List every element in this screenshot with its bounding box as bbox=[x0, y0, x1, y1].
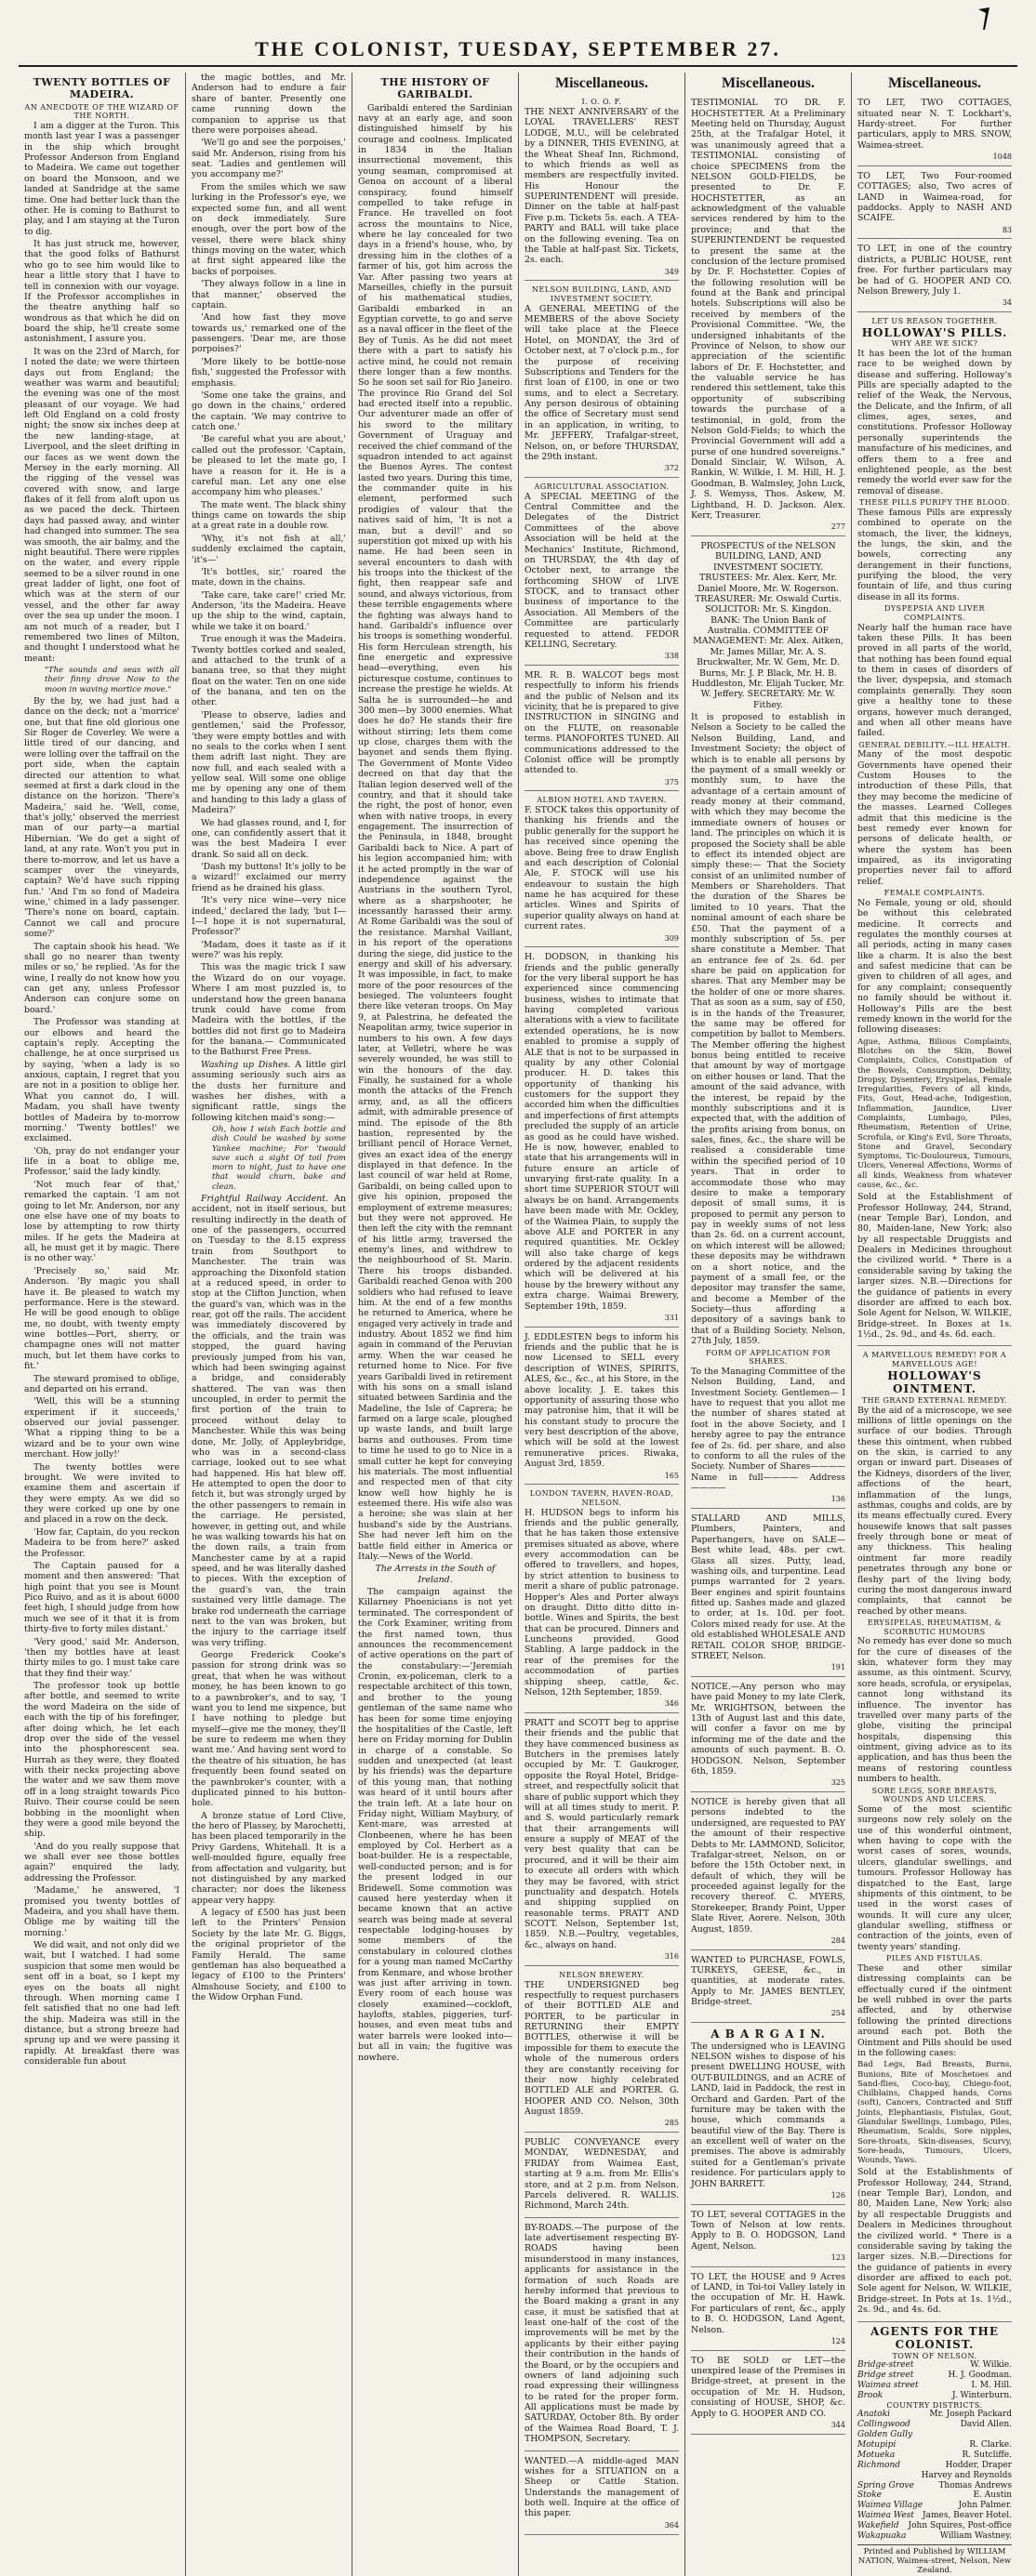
advert-text: It is proposed to establish in Nelson a Society to be called the Nelson Building, Land, and Investment Society; the object of which is to enable all persons by the payment of a small weekly or monthly sum, to have the advantage of a certain amount of ready money at their command, with which they may become the immediate owners of houses or land. The principles on which it is proposed the Society shall be able to effect its intended object are simply these:— That the Society consist of an unlimited number of Members or Shareholders. That the duration of the Shares be limited to 10 years. That the nominal amount of each share be £50. That the payment of a monthly subscription of 5s. per share constitute a Member. That an entrance fee of 2s. 6d. per share be paid on application for shares. That any Member may be the holder of one or more shares. That as soon as a sum, say of £50, is in the hands of the Treasurer, the same may be offered for competition by ballot to Members. The Member offering the highest bonus being entitled to receive that amount by way of mortgage on either houses or land. That the amount of the said advance, with the interest, be repaid by the monthly subscriptions and it is expected that, with the addition of the profits arising from bonus, on sales, fines, &c., the share will be realised a considerable time within the specified period of 10 years. That in order to accommodate those who may desire to make a temporary deposit of small sums, it is proposed to permit any person to pay in weekly sums of not less than 2s. 6d. on a current account, on which interest will be allowed; these deposits may be withdrawn on a short notice, and the payment of a small fee, or the depositor may transfer the same, and become a Member of the Society—thus affording a depository of a savings bank to that of a Building Society. Nelson, 27th July, 1859. bbox=[691, 712, 845, 1347]
agent-place: Golden Gully bbox=[857, 2430, 913, 2440]
advert-bargain bbox=[691, 2026, 845, 2204]
agent-row bbox=[857, 2531, 1012, 2542]
advert-testimonial bbox=[691, 96, 845, 536]
advert-text: WANTED to PURCHASE, FOWLS, TURKEYS, GEESE, &c., in quantities, at moderate rates. Apply to Mr. JAMES BENTLEY, Bridge-street. bbox=[691, 1954, 845, 2008]
advert-to-let-house bbox=[691, 2270, 845, 2351]
agent-row bbox=[857, 2511, 1012, 2521]
advert-number: 165 bbox=[664, 1471, 679, 1480]
agent-place: Stoke bbox=[857, 2490, 882, 2501]
country-agents bbox=[857, 2410, 1012, 2541]
agents-subheading: COUNTRY DISTRICTS. bbox=[886, 2400, 983, 2410]
advert-stallard-mills bbox=[691, 1512, 845, 1677]
advert-text: By the aid of a microscope, we see millions of little openings on the surface of our bodies. Through these this ointment, when rubbed on the skin, is carried to any organ or inward part. Diseases of the Kidneys, disorders of the liver, affections of the heart, inflammation of the lungs, asthmas, coughs and colds, are by its means effectually cured. Every housewife knows that salt passes freely through bone or meat of any thickness. This healing ointment far more readily penetrates through any bone or fleshy part of the living body, curing the most dangerous inward complaints, that cannot be reached by other means. bbox=[857, 1405, 1012, 1617]
advert-number: 344 bbox=[830, 2420, 845, 2429]
advert-number: 316 bbox=[664, 1952, 679, 1962]
column-1 bbox=[19, 73, 185, 2576]
advert-building-society bbox=[525, 284, 679, 478]
paragraph: 'Be careful what you are about,' called out the professor. 'Captain, be pleased to let the mate go, I have a reason for it. He is a careful man. Let any one else accompany him who pleases.' bbox=[192, 434, 346, 498]
paragraph: We did wait, and not only did we wait, but I watched. I had some suspicion that some men would be sent off in a boat, so I kept my eyes on the boats all night through. When morning came I felt satisfied that no one had left the ship. Madeira was still in the distance, but a strong breeze had sprung up and we were passing it rapidly. At breakfast there was considerable fun about bbox=[24, 1940, 179, 2067]
advert-wanted-fowls bbox=[691, 1953, 845, 2024]
paragraph: By the by, we had just had a dance on the deck; not a 'morrice' one, but that fine old glorious one Sir Roger de Coverley. We were a little tired of our dancing, and were lolling over the taffrail on the port side, when the captain directed our attention to what seemed at first a dark cloud in the distance on the horizon. 'There's Madeira,' said he. 'Well, come, that's jolly,' observed the merriest man of our party—a martial Hibernian. 'We do get a sight of land, at any rate. Won't you put in there to-morrow, and let us have a scamper over the vineyards, captain? We'd have such ripping fun.' 'And I'm so fond of Madeira wine,' chimed in a lady passenger. 'There's none on board, captain. Cannot we call and procure some?' bbox=[24, 695, 179, 940]
advert-number: 83 bbox=[1002, 225, 1012, 234]
paragraph: 'Oh, pray do not endanger your life in a boat to oblige me, Professor,' said the lady kindly. bbox=[24, 1145, 179, 1178]
advert-agricultural bbox=[525, 481, 679, 666]
advert-text: These and other similar distressing complaints can be effectually cured if the ointment be well rubbed in over the parts affected, and by otherwise following the printed directions around each pot. Both the Ointment and Pills should be used in the following cases: bbox=[857, 1962, 1012, 2058]
advert-number: 124 bbox=[830, 2336, 845, 2345]
advert-albion bbox=[525, 794, 679, 947]
advert-prospectus bbox=[691, 539, 845, 1509]
advert-text: TO BE SOLD or LET—the unexpired lease of the Premises in Bridge-street, at present in the occupation of Mr. H. Hudson, consisting of HOUSE, SHOP, &c. Apply to G. HOOPER AND CO. bbox=[691, 2355, 845, 2419]
advert-number: 338 bbox=[664, 652, 679, 661]
advert-heading: I. O. O. F. bbox=[581, 98, 622, 107]
advert-text: TESTIMONIAL TO DR. F. HOCHSTETTER. At a Preliminary Meeting held on Thursday, August 25th, at the Trafalgar Hotel, it was unanimously agreed that a TESTIMONIAL consisting of choice SPECIMENS from the NELSON GOLD-FIELDS, be presented to Dr. F. HOCHSTETTER, as an acknowledgment of the valuable services rendered by him to the province; and that the SUPERINTENDENT be requested to present the same at the conclusion of the lecture promised by Dr. F. Hochstetter. Copies of the following resolution will be found at the Bank and principal hotels. Subscriptions will also be received by members of the Provisional Committee. "We, the undersigned inhabitants of the Province of Nelson, to show our appreciation of the scientific labors of Dr. F. Hochstetter, and the valuable service he has rendered this settlement, take this opportunity of subscribing towards the purchase of a testimonial, in gold, from the Nelson Gold-Fields; to which the Provincial Government will add a purse of one hundred sovereigns." Donald Sinclair, W. Wilson, A. Rankin, W. Wilkie, I. M. Hill, H. J. Goodman, B. Walmsley, John Luck, J. S. Wemyss, Thos. Askew, M. Lightband, H. D. Jackson. Alex. Kerr, Treasurer. bbox=[691, 98, 845, 521]
story-subtitle: AN ANECDOTE OF THE WIZARD OF THE NORTH. bbox=[24, 102, 179, 121]
agent-name: R. Clarke. bbox=[969, 2440, 1012, 2451]
agent-place: Motueka bbox=[857, 2450, 896, 2460]
advert-text: A SPECIAL MEETING of the Central Committee and the Delegates of the District Committees of the above Association will be held at the Mechanics' Institute, Richmond, on THURSDAY, the 4th day of October next, to arrange the forthcoming SHOW of LIVE STOCK, and to transact other business of importance to the Association. All Members of the Committee are particularly requested to attend. FEDOR KELLING, Secretary. bbox=[525, 491, 679, 650]
advert-dodson bbox=[525, 950, 679, 1327]
column-2 bbox=[185, 73, 352, 2576]
advert-subheading: PILES AND FISTULAS. bbox=[885, 1954, 984, 1963]
paragraph: Garibaldi entered the Sardinian navy at an early age, and soon distinguished himself by his courage and coolness. Implicated in 1834 in the Italian insurrectional movement, this young seaman, compromised at Genoa on account of a liberal conspiracy, found himself compelled to take refuge in France. He travelled on foot across the mountains to Nice, where he lay concealed for two days in a friend's house, who, by dressing him in the clothes of a farmer of his, got him across the Var. After passing two years at Marseilles, chiefly in the pursuit of his mathematical studies, Garibaldi embarked in an Egyptian corvette, to go and serve as a naval officer in the fleet of the Bey of Tunis. As he did not meet there with a part to satisfy his active mind, he could not remain there longer than a few months. So he soon set sail for Rio Janeiro. The province Rio Grand del Sol had erected itself into a republic. Our adventurer made an offer of his sword to the military Government of Uraguay and received the chief command of the squadron intended to act against the Buenos Ayres. The contest lasted two years. During this time, the commander quite in his element, performed such prodigies of valour that the natives said of him, 'It is not a man, but a devil!' and so superstition got mixed up with his name. He had been seen in several encounters to dash with his troops into the thickest of the fight, then reappear safe and sound, and always victorious, from these terrible engagements where the fighting was always hand to hand. Garibaldi's influence over his troops is something wonderful. His form Herculean strength, his fine energetic and expressive head—everything, even his picturesque costume, continues to increase the prestige he wields. At Salta he is surrounded—he and 300 men—by 3000 enemies. What does he do? He stands their fire without stirring; lets them come up close, charges them with the bayonet and sends them flying. The Government of Monte Video decreed on that day that the Italian legion deserved well of the country, and that it should take the right, the post of honor, even when with native troops, in every engagement. The insurrection of the Peninsula, in 1848, brought Garibaldi back to Nice. A part of his legion accompanied him; with it he acted promptly in the war of independence against the Austrians in the southern Tyrol, where as a sharpshooter, he incessantly harassed their army. At Rome Garibaldi was the soul of the resistance. Marshal Vaillant, in his report of the operations during the siege, did justice to the energy and skill of his adversary. It was impossible, in fact, to make more of the poor resources of the besieged. The volunteers fought there like veteran troops. On May 9, at Palestrina, he defeated the Neapolitan army, twice superior in numbers to his own. A few days later, at Velletri, where he was severely wounded, he was still to win the honours of the day. Finally, he sustained for a whole month the attacks of the French army, and, as all the officers admit, with admirable presence of mind. The episode of the 8th bastion, represented by the brilliant pencil of Horace Vernet, gives an exact idea of the energy displayed in that defence. In the last council of war held at Rome, Garibaldi, on being called upon to give his opinion, proposed the employment of extreme measures; but they were not approved. He then left the city with the remnant of his little army, traversed the enemy's lines, and withdrew to the neighbourhood of St. Marin. There his troops disbanded. Garibaldi reached Genoa with 200 soldiers who had refused to leave him. At the end of a few months he returned to America, where he engaged very actively in trade and industry. About 1852 we find him again in command of the Peruvian army. When the war ceased he returned home to Nice. For five years Garibaldi lived in retirement with his sons on a small island situated between Sardinia and the Madeline, the Isle of Caprera; he farmed on a large scale, ploughed up waste lands, and built large barns and outhouses. From time to time he used to go to Nice in a small cutter he kept for conveying his materials. The most influential and respected men of that city know well how highly he is esteemed there. His wife also was a heroine; she was slain at her husband's side by the Austrians. She had never left him on the battle field either in America or Italy.—News of the World. bbox=[358, 102, 512, 1562]
section-title: Miscellaneous. bbox=[555, 75, 648, 91]
advert-wanted bbox=[525, 2454, 679, 2535]
agents-subheading: TOWN OF NELSON. bbox=[892, 2351, 977, 2360]
agent-row bbox=[857, 2430, 1012, 2440]
advert-london-tavern bbox=[525, 1487, 679, 1713]
paragraph: The twenty bottles were brought. We were invited to examine them and ascertain if they were empty. As we did so they were corked up one by one and placed in a row on the deck. bbox=[24, 1461, 179, 1526]
column-6 bbox=[851, 73, 1017, 2576]
agent-place: Richmond bbox=[857, 2460, 901, 2470]
paragraph: The Professor was standing at our elbows and heard the captain's reply. Accepting the challenge, he at once surprised us by saying, 'when a lady is so anxious, captain, I regret that you are not in a position to oblige her. What you cannot do, I will. Madam, you shall have twenty bottles of Madeira by to-morrow morning.' 'Twenty bottles!' we exclaimed. bbox=[24, 1017, 179, 1144]
paragraph: The mate went. The black shiny things came on towards the ship at a great rate in a double row. bbox=[192, 499, 346, 532]
section-title: Miscellaneous. bbox=[888, 75, 981, 91]
paragraph: the magic bottles, and Mr. Anderson had to endure a fair share of banter. Presently one came running down the companion to apprise us that there were porpoises ahead. bbox=[192, 73, 346, 136]
advert-text: BY-ROADS.—The purpose of the late advertisement respecting BY-ROADS having been misunderstood in many instances, applicants for assistance in the formation of such Roads are hereby informed that previous to the Board making a grant in any case, it must be satisfied that at least one-half of the cost of the improvements will be met by the applicants by their either paying their contribution in the hands of the Board, or by the occupiers and owners of land adjoining such road expressing their willingness to be rated for the proper form. All applications must be made by SATURDAY, October 8th. By order of the Waimea Road Board, T. J. THOMPSON, Secretary. bbox=[525, 2222, 679, 2445]
agent-row bbox=[857, 2451, 1012, 2461]
agent-name: Thomas Andrews bbox=[938, 2480, 1012, 2490]
town-agents bbox=[857, 2360, 1012, 2401]
advert-ioof bbox=[525, 96, 679, 281]
paragraph: 'And how fast they move towards us,' remarked one of the passengers. 'Dear me, are those porpoises?' bbox=[192, 312, 346, 355]
advert-heading: NELSON BUILDING, LAND, AND INVESTMENT SOCIETY. bbox=[531, 285, 672, 303]
advert-text: Sold at the Establishment of Professor Holloway, 244, Strand, (near Temple Bar), London, and 80, Maiden-lane, New York; also by all respectable Druggists and Dealers in Medicines throughout the civilized world. * There is a considerable saving by taking the larger sizes. N.B.—Directions for the guidance of patients in every disorder are affixed to each box. Sole Agent for Nelson, W. WILKIE, Bridge-street. In Boxes at 1s. 1½d., 2s. 9d., and 4s. 6d. each. bbox=[857, 1192, 1012, 1341]
agent-place: Waimea street bbox=[857, 2381, 919, 2391]
paragraph: 'Madame,' he answered, 'I promised you twenty bottles of Madeira, and you shall have them. Oblige me by waiting till the morning.' bbox=[24, 1885, 179, 1938]
agent-place: Bridge-street bbox=[857, 2360, 914, 2371]
advert-walcot bbox=[525, 668, 679, 791]
paragraph: The Captain paused for a moment and then answered: 'That high point that you see is Mount Pico Ruivo, and as it is about 6000 feet high, I should judge from how much we see of it that it is from thirty-five to forty miles distant.' bbox=[24, 1560, 179, 1635]
advert-number: 364 bbox=[664, 2520, 679, 2530]
agent-name: John Palmer. bbox=[958, 2501, 1012, 2511]
page-columns bbox=[19, 73, 1017, 2576]
advert-by-roads bbox=[525, 2221, 679, 2451]
agents-title: AGENTS FOR THE COLONIST. bbox=[870, 2324, 999, 2352]
agent-name: Mr. Joseph Packard bbox=[929, 2410, 1012, 2420]
imprint: Printed and Published by WILLIAM NATION, Waimea-street, Nelson, New Zealand. bbox=[857, 2544, 1012, 2576]
advert-text: TO LET, Two Four-roomed COTTAGES; also, Two acres of LAND in Waimea-road, for paddocks. Apply to NASH AND SCAIFE. bbox=[857, 170, 1012, 224]
paragraph: The captain shook his head. 'We shall go no nearer than twenty miles or so,' he replied. 'As for the wine, I really do not know how you can get any, unless Professor Anderson can conjure some on board.' bbox=[24, 941, 179, 1015]
advert-subheading: THE GRAND EXTERNAL REMEDY. bbox=[861, 1395, 1008, 1405]
advert-heading: FORM OF APPLICATION FOR SHARES. bbox=[705, 1348, 831, 1367]
paragraph: It was on the 23rd of March, for I noted the date; we were thirteen days out from England; the weather was warm and beautiful; the evening was one of the most pleasant of our voyage. We had left Old England on a cold frosty night; the snow six inches deep at the new landing-stage, at Liverpool, and the sleet drifting in our faces as we went down the Mersey in the early morning. All the rigging of the vessel was covered with snow, and large flakes of it fell from aloft upon us as we paced the deck. Thirteen days had passed away, and winter had changed into summer. The sea was smooth, the air balmy, and the night beautiful. There were ripples on the water, and every ripple seemed to be a silver round in one great ladder of light, one foot of which was at the stern of our vessel, and the other far away over the sea up under the moon. I am not much of a reader, but I remembered two lines of Milton, and thought I understood what he meant: bbox=[24, 346, 179, 664]
agents-list bbox=[857, 2325, 1012, 2542]
advert-number: 136 bbox=[830, 1495, 845, 1504]
advert-number: 277 bbox=[830, 522, 845, 532]
advert-heading: A MARVELLOUS REMEDY! FOR A MARVELLOUS AGE! bbox=[862, 1351, 1007, 1369]
advert-text: TO LET, in one of the country districts, a PUBLIC HOUSE, rent free. For further particulars may be had of G. HOOPER AND CO. Nelson Brewery, July 1. bbox=[857, 244, 1012, 297]
advert-number: 309 bbox=[664, 933, 679, 943]
paragraph: 'Well, this will be a stunning experiment if it succeeds,' observed our jovial passenger. 'What a ripping thing to be a wizard and be to your own wine merchant. How jolly!' bbox=[24, 1396, 179, 1460]
advert-heading: HOLLOWAY'S PILLS. bbox=[861, 325, 1008, 339]
agent-name: William Wastney. bbox=[939, 2530, 1012, 2541]
advert-to-be-sold bbox=[691, 2354, 845, 2435]
advert-heading: HOLLOWAY'S OINTMENT. bbox=[887, 1368, 982, 1396]
agent-name: James, Beaver Hotel. bbox=[922, 2511, 1012, 2521]
advert-holloway-ointment bbox=[857, 1349, 1012, 2321]
story-title: TWENTY BOTTLES OF MADEIRA. bbox=[33, 76, 171, 101]
advert-text: MR. R. B. WALCOT begs most respectfully to inform his friends and the public of Nelson and its vicinity, that he is prepared to give INSTRUCTION in SINGING and on the FLUTE, on reasonable terms. PIANOFORTES TUNED. All communications addressed to the Colonist office will be promptly attended to. bbox=[525, 669, 679, 776]
agent-name: R. Sutcliffe. bbox=[962, 2450, 1012, 2460]
advert-text: These famous Pills are expressly combined to operate on the stomach, the liver, the kidneys, the lungs, the skin, and the bowels, correcting any derangement in their functions, purifying the blood, the very fountain of life, and thus curing disease in all its forms. bbox=[857, 507, 1012, 602]
advert-text: TO LET, TWO COTTAGES, situated near N. T. Lockhart's, Hardy-street. For further particulars, apply to MRS. SNOW, Waimea-street. bbox=[857, 98, 1012, 151]
advert-text: THE NEXT ANNIVERSARY of the LOYAL TRAVELLERS' REST LODGE, M.U., will be celebrated by a DINNER, THIS EVENING, at the Wheat Sheaf Inn, Richmond, to which friends as well as members are respectfully invited. His Honour the SUPERINTENDENT will preside. Dinner on the table at half-past Five p.m. Tickets 5s. each. A TEA-PARTY and BALL will take place on the following evening. Tea on the Table at half-past Six. Tickets, 2s. each. bbox=[525, 107, 679, 266]
agent-name: John Squires, Post-office bbox=[908, 2521, 1012, 2531]
advert-text: J. EDDLESTEN begs to inform his friends and the public that he is now Licensed to SELL every description of WINES, SPIRITS, ALES, &c., &c., at his Store, in the above locality. J. E. takes this opportunity of assuring those who may patronise him, that it will be his constant study to procure the very best description of the above, which will be sold at the lowest remunerative prices. Riwaka, August 3rd, 1859. bbox=[525, 1331, 679, 1470]
column-3 bbox=[352, 73, 518, 2576]
agent-row bbox=[857, 2471, 1012, 2481]
agent-name: W. Wilkie. bbox=[970, 2360, 1012, 2371]
agent-place: Motupipi bbox=[857, 2440, 897, 2451]
agent-name: E. Austin bbox=[973, 2490, 1012, 2501]
advert-number: 331 bbox=[664, 1313, 679, 1322]
advert-notice-myers bbox=[691, 1795, 845, 1950]
advert-text: Many of the most despotic Governments have opened their Custom Houses to the introduction of these Pills, that they may become the medicine of the masses. Learned Colleges admit that this medicine is the best remedy ever known for persons of delicate health, or where the system has been impaired, as its invigorating properties never fail to afford relief. bbox=[857, 749, 1012, 887]
advert-text: No remedy has ever done so much for the cure of diseases of the skin, whatever form they may assume, as this ointment. Scurvy, sore heads, scrofula, or erysipelas, cannot long withstand its influence. The inventor has travelled over many parts of the globe, visiting the principal hospitals, dispensing this ointment, giving advice as to its application, and has thus been the means of restoring countless numbers to health. bbox=[857, 1636, 1012, 1785]
agent-place: Anatoki bbox=[857, 2410, 891, 2420]
advert-text: THE UNDERSIGNED beg respectfully to request purchasers of their BOTTLED ALE and PORTER, to be particular in RETURNING their EMPTY BOTTLES, otherwise it will be impossible for them to execute the whole of the numerous orders they are constantly receiving for their now highly celebrated BOTTLED ALE and PORTER. G. HOOPER AND CO. Nelson, 30th August 1859. bbox=[525, 1979, 679, 2118]
paragraph: 'Take care, take care!' cried Mr. Anderson, 'its the Madeira. Heave up the ship to the wind, captain, while we take it on board.' bbox=[192, 589, 346, 632]
paragraph: This was the magic trick I saw the Wizard do on our voyage. Where I am most puzzled is, to understand how the green banana trunk could have come from Madeira with the bottles, if the bottles did not first go to Madeira for the banana.— Communicated to the Bathurst Free Press. bbox=[192, 962, 346, 1058]
cases-list: Bad Legs, Bad Breasts, Burns, Bunions, Bite of Moschetoes and Sand-flies, Coco-bay, Chiego-foot, Chilblains, Chapped hands, Corns (soft), Cancers, Contracted and Stiff Joints, Elephantiasis, Fistulas, Gout, Glandular Swellings, Lumbago, Piles, Rheumatism, Scalds, Sore nipples, Sore-throats, Skin-diseases, Scurvy, Sore-heads, Tumours, Ulcers, Wounds, Yaws. bbox=[857, 2060, 1012, 2166]
section-heading: Washing up Dishes. bbox=[201, 1059, 291, 1070]
advert-text: A GENERAL MEETING of the MEMBERS of the above Society will take place at the Fleece Hotel, on MONDAY, the 3rd of October next, at 7 o'clock p.m., for the purpose of receiving Subscriptions and Tenders for the first loan of £100, in one or two sums, and to elect a Secretary. Any person desirous of obtaining the office of Secretary must send in an application, in writing, to Mr. JEFFERY, Trafalgar-street, Nelson, on, or before THURSDAY, the 29th instant. bbox=[525, 303, 679, 462]
newspaper-title: THE COLONIST, TUESDAY, SEPTEMBER 27. bbox=[255, 37, 781, 60]
masthead bbox=[19, 37, 1017, 67]
paragraph: 'More likely to be bottle-nose fish,' suggested the Professor with emphasis. bbox=[192, 356, 346, 389]
advert-text: To the Managing Committee of the Nelson Building, Land, and Investment Society. Gentlemen— I have to request that you allot me the number of shares stated at foot in the above Society, and I hereby agree to pay the entrance fee of 2s. 6d. per share, and also to conform to all the rules of the Society. Number of Shares———— Name in full———— Address———— bbox=[691, 1366, 845, 1493]
paragraph: 'How far, Captain, do you reckon Madeira to be from here?' asked the Professor. bbox=[24, 1526, 179, 1559]
advert-text: PUBLIC CONVEYANCE every MONDAY, WEDNESDAY, and FRIDAY from Waimea East, starting at 9 a.m. from Mr. Ellis's store, and at 2 p.m. from Nelson. Parcels delivered. R. WALLIS. Richmond, March 24th. bbox=[525, 2137, 679, 2212]
agent-row bbox=[857, 2391, 1012, 2401]
paragraph: 'Please to observe, ladies and gentlemen,' said the Professor, 'they were empty bottles and with no seals to the corks when I sent them adrift last night. They are now full, and each sealed with a yellow seal. Will some one oblige me by opening any one of them and handing to this lady a glass of Madeira?' bbox=[192, 709, 346, 816]
column-4 bbox=[518, 73, 684, 2576]
advert-number: 372 bbox=[664, 464, 679, 473]
paragraph: We had glasses round, and I, for one, can confidently assert that it was the best Madeira I ever drank. So said all on deck. bbox=[192, 817, 346, 860]
paragraph: An accident, not in itself serious, but resulting indirectly in the death of one of the passengers, occurred on Tuesday to the 8.15 express train from Southport to Manchester. The train was approaching the Dixonfold station at a reduced speed, in order to stop at the Clifton Junction, when the guard's van, which was in the rear, got off the rails. The accident was immediately discovered by the officials, and the train was stopped, the guard having previously jumped from his van, which had been swinging against a bridge, and considerably shattered. The van was then uncoupled, in order to permit the first portion of the train to proceed without delay to Manchester. While this was being done, Mr. Jolly, of Appleybridge, who was in a second-class carriage, looked out to see what had happened. His hat blew off. He attempted to open the door to fetch it, but was strongly urged by the other passengers to remain in the carriage. He persisted, however, in getting out, and while he was walking towards his hat on the down rails, a train from Manchester came by at a rapid speed, and he was literally dashed to pieces. With the exception of the guard's van, the train sustained very little damage. The brake rod underneath the carriage next to the van was broken, but the injury to the carriage itself was very trifling. bbox=[192, 1193, 346, 1648]
agent-place: Wakefield bbox=[857, 2521, 899, 2531]
agent-name: Harvey and Reynolds bbox=[921, 2470, 1012, 2480]
column-5 bbox=[684, 73, 851, 2576]
advert-heading: LET US REASON TOGETHER. bbox=[871, 317, 998, 325]
advert-text: WANTED.—A middle-aged MAN wishes for a SITUATION on a Sheep or Cattle Station. Understands the management of both well. Inquire at the office of this paper. bbox=[525, 2455, 679, 2519]
story-title: THE HISTORY OF GARIBALDI. bbox=[380, 76, 490, 101]
advert-number: 191 bbox=[830, 1663, 845, 1672]
advert-number: 1048 bbox=[992, 152, 1012, 162]
paragraph: 'Precisely so,' said Mr. Anderson. 'By magic you shall have it. Be pleased to watch my performance. Here is the steward. He will be good enough to oblige me, no doubt, with twenty empty wine bottles—Port, sherry, or champagne ones will not matter much, but let them have corks to fit.' bbox=[24, 1265, 179, 1372]
agent-row bbox=[857, 2440, 1012, 2451]
advert-four-roomed bbox=[857, 169, 1012, 240]
agent-row bbox=[857, 2381, 1012, 2391]
agent-name: Hodder, Draper bbox=[945, 2460, 1012, 2470]
agent-place: Wakapuaka bbox=[857, 2530, 907, 2541]
advert-conveyance bbox=[525, 2135, 679, 2218]
paragraph: 'It's very nice wine—very nice indeed,' declared the lady, 'but I—I—I hope it is not supernatural, Professor?' bbox=[192, 895, 346, 938]
advert-text: It has been the lot of the human race to be weighed down by disease and suffering. Holloway's Pills are specially adapted to the relief of the Weak, the Nervous, the Delicate, and the Infirm, of all climes, ages, sexes, and constitutions. Professor Holloway personally superintends the manufacture of his medicines, and offers them to a free and enlightened people, as the best remedy the world ever saw for the removal of disease. bbox=[857, 348, 1012, 496]
advert-nelson-brewery bbox=[525, 1969, 679, 2133]
advert-heading: LONDON TAVERN, HAVEN-ROAD, NELSON. bbox=[529, 1489, 674, 1507]
agent-row bbox=[857, 2481, 1012, 2491]
paragraph: 'It's bottles, sir,' roared the mate, down in the chains. bbox=[192, 566, 346, 588]
paragraph: The professor took up bottle after bottle, and seemed to write the word Madeira on the side of each with the tip of his forefinger, after doing which, he let each drop over the side of the vessel into the phosphorescent sea. Hurrah as they were, they floated with their necks projecting above the water and we saw them move off in a long straight towards Pico Ruivo. Their course could be seen bobbing in the moonlight when they were a good mile beyond the ship. bbox=[24, 1681, 179, 1840]
agent-row bbox=[857, 2410, 1012, 2420]
advert-subheading: WHY ARE WE SICK? bbox=[891, 339, 978, 349]
section-heading: The Arrests in the South of Ireland. bbox=[375, 1564, 496, 1585]
verse: "The sounds and seas with all their finny drove Now to the moon in waving mortice move." bbox=[45, 666, 179, 694]
paragraph: 'Some one take the grains, and go down in the chains,' ordered the captain. 'We may contrive to catch one.' bbox=[192, 390, 346, 432]
advert-holloway-pills bbox=[857, 315, 1012, 1346]
advert-number: 254 bbox=[830, 2009, 845, 2018]
paragraph: 'Madam, does it taste as if it were?' was his reply. bbox=[192, 939, 346, 960]
advert-heading: PROSPECTUS of the NELSON BUILDING, LAND, AND INVESTMENT SOCIETY. TRUSTEES: Mr. Alex. Kerr, Mr. Daniel Moore, Mr. W. Rogerson. TREASURER: Mr. Oswald Curtis. SOLICITOR: Mr. S. Kingdon. BANK: The Union Bank of Australia. COMMITTEE OF MANAGEMENT: Mr. Alex. Aitken, Mr. James Millar, Mr. A. S. Bruckwalter, Mr. W. Gem, Mr. D. Burns, Mr. J. P. Black, Mr. H. B. Huddleston, Mr. Elijah Tucker, Mr. W. Jeffery. SECRETARY: Mr. W. Fithey. bbox=[691, 541, 845, 710]
paragraph: 'They always follow in a line in that manner,' observed the captain. bbox=[192, 279, 346, 310]
advert-text: The undersigned who is LEAVING NELSON wishes to dispose of his present DWELLING HOUSE, with OUT-BUILDINGS, and an ACRE of LAND, laid in Paddock, the rest in Orchard and Garden. Part of the furniture may be taken with the house, which commands a beautiful view of the Bay. There is an excellent well of water on the premises. The above is admirably suited for a Gentleman's private residence. For particulars apply to JOHN BARRETT. bbox=[691, 2041, 845, 2189]
advert-number: 346 bbox=[664, 1699, 679, 1709]
paragraph: A bronze statue of Lord Clive, the hero of Plassey, by Marochetti, has been placed temporarily in the Privy Gardens, Whitehall. It is a well-moulded figure, equally free from affectation and vulgarity, but not distinguished by any marked character; nor does the likeness appear very happy. bbox=[192, 1810, 346, 1906]
agent-row bbox=[857, 2501, 1012, 2511]
ink-mark-icon bbox=[976, 6, 991, 32]
advert-text: NOTICE is hereby given that all persons indebted to the undersigned, are requested to PAY the amount of their respective Debts to Mr. LAMMOND, Solicitor, Trafalgar-street, Nelson, on or before the 15th October next, in default of which, they will be proceeded against legally for the recovery thereof. C. MYERS, Storekeeper, Brandy Point, Upper Slate River, Aorere. Nelson, 30th August, 1859. bbox=[691, 1797, 845, 1935]
paragraph: George Frederick Cooke's passion for strong drink was so great, that when he was without money, he has been known to go to a pawnbroker's, and to say, 'I want you to lend me sixpence, but I have nothing to pledge but myself—give me the money, they'll be sure to redeem me when they want me.' And having sent word to the theatre of his situation, he has frequently been found seated on the pawnbroker's counter, with a duplicated pinned to his button-hole. bbox=[192, 1650, 346, 1809]
advert-number: 375 bbox=[664, 777, 679, 786]
paragraph: It has just struck me, however, that the good folks of Bathurst who go to see him would like to hear a little story that I have to tell in connexion with our voyage. If the Professor accomplishes in the theatre anything half so wondrous as that which he did on board the ship, he'll create some astonishment, I assure you. bbox=[24, 239, 179, 345]
advert-text: TO LET, several COTTAGES in the Town of Nelson at low rents. Apply to B. O. HODGSON, Land Agent, Nelson. bbox=[691, 2209, 845, 2252]
advert-text: H. DODSON, in thanking his friends and the public generally for the very liberal support he has experienced since commencing business, wishes to intimate that having completed various alterations with a view to facilitate extended operations, he is now enabled to promise a supply of ALE that is not to be surpassed in quality by any other Colonial producer. H. D. takes this opportunity of thanking his customers for the support they accorded him when the difficulties and imperfections of first attempts precluded the supply of an article as good as he could have wished. He is now, however, enabled to state that his arrangements will in future ensure an article of unvarying first-rate quality. In a short time SUPERIOR STOUT will always be on hand. Arrangements have been made with Mr. Ockley, of the Waimea Plain, to supply the above ALE and PORTER in any required quantities. Mr. Ockley will also take charge of kegs ordered by the adjacent residents which will be delivered at his house by the brewery without any extra charge. Waimai Brewery, September 19th, 1859. bbox=[525, 952, 679, 1312]
advert-number: 126 bbox=[830, 2190, 845, 2200]
advert-text: TO LET, the HOUSE and 9 Acres of LAND, in Toi-toi Valley lately in the occupation of Mr. H. Hawk. For particulars of rent, &c., apply to B. O. HODGSON, Land Agent, Nelson. bbox=[691, 2271, 845, 2335]
advert-subheading: ERYSIPELAS, RHEUMATISM, & SCORBUTIC HUMOURS bbox=[867, 1618, 1003, 1636]
agent-row bbox=[857, 2521, 1012, 2531]
paragraph: 'Not much fear of that,' remarked the captain. 'I am not going to let Mr. Anderson, nor any one else have one of my boats to lose by attempting to row thirty miles. If he gets the Madeira at all, he must get it by magic. There is no other way.' bbox=[24, 1179, 179, 1264]
advert-pratt-scott bbox=[525, 1716, 679, 1966]
paragraph: True enough it was the Madeira. Twenty bottles corked and sealed, and attached to the trunk of a banana tree, so that they might float on the water. Ten on one side of the banana, and ten on the other. bbox=[192, 634, 346, 708]
advert-number: 325 bbox=[830, 1778, 845, 1788]
agent-place: Collingwood bbox=[857, 2420, 910, 2430]
advert-number: 349 bbox=[664, 267, 679, 276]
agent-name: David Allen. bbox=[960, 2420, 1012, 2430]
paragraph: 'We'll go and see the porpoises,' said Mr. Anderson, rising from his seat. 'Ladies and gentlemen will you accompany me?' bbox=[192, 138, 346, 180]
advert-subheading: DYSPEPSIA AND LIVER COMPLAINTS. bbox=[883, 604, 986, 622]
agent-row bbox=[857, 2490, 1012, 2501]
agent-row bbox=[857, 2360, 1012, 2371]
agent-place: Brook bbox=[857, 2390, 883, 2400]
advert-number: 34 bbox=[1002, 298, 1012, 308]
paragraph: The steward promised to oblige, and departed on his errand. bbox=[24, 1373, 179, 1394]
agent-name: H. J. Goodman. bbox=[948, 2371, 1012, 2381]
agent-name: I. M. Hill. bbox=[971, 2381, 1012, 2391]
paragraph: 'And do you really suppose that we shall ever see those bottles again?' enquired the lady, addressing the Professor. bbox=[24, 1841, 179, 1883]
advert-public-house bbox=[857, 242, 1012, 312]
advert-number: 285 bbox=[664, 2119, 679, 2128]
advert-text: H. HUDSON begs to inform his friends and the public generally, that he has taken those extensive premises situated as above, where every accommodation can be offered to travellers, and hopes, by strict attention to business to merit a share of public patronage. Hopper's Ales and Porter always on draught. Ditto ditto ditto in-bottle. Wines and Spirits, the best that can be procured. Dinners and Luncheons provided. Good Stabling. A large paddock in the rear of the premises for the accommodation of parties shipping sheep, cattle, &c. Nelson, 12th September, 1859. bbox=[525, 1507, 679, 1698]
advert-text: PRATT and SCOTT beg to apprise their friends and the public that they have commenced business as Butchers in the premises lately occupied by Mr. T. Gaukroger, opposite the Royal Hotel, Bridge-street, and respectfully solicit that share of public support which they will at all times study to merit. P. and S. would particularly remark that their arrangements will ensure a supply of MEAT of the very best quality that can be procured, and it will be their aim to execute all orders with which they may be favored, with strict punctuality and despatch. Hotels and shipping supplied on reasonable terms. PRATT AND SCOTT. Nelson, September 1st, 1859. N.B.—Poultry, vegetables, &c., always on hand. bbox=[525, 1717, 679, 1950]
advert-two-cottages bbox=[857, 96, 1012, 166]
section-heading: Frightful Railway Accident. bbox=[201, 1193, 329, 1204]
advert-heading: NELSON BREWERY. bbox=[559, 1970, 644, 1979]
advert-text: STALLARD AND MILLS, Plumbers, Painters, and Paperhangers, have on SALE— Best white lead, 48s. per cwt. Glass all sizes. Putty, lead, washing oils, and turpentine. Lead pumps warranted for 2 years. Beer engines and spirit fountains fitted up. Sashes made and glazed to order, at 1s. 10d. per foot. Colors mixed ready for use. At the old established WHOLESALE AND RETAIL COLOR SHOP, BRIDGE-STREET, Nelson. bbox=[691, 1513, 845, 1661]
paragraph: 'Very good,' said Mr. Anderson, 'then my bottles have at least thirty miles to go. I must take care that they find their way.' bbox=[24, 1636, 179, 1679]
advert-number: 123 bbox=[830, 2253, 845, 2263]
paragraph: The campaign against the Killarney Phoenicians is not yet terminated. The correspondent of the Cork Examiner, writing from the first named town, thus announces the recommencement of active operations on the part of the constabulary:—'Jeremiah Cronin, ex-policeman, clerk to a respectable architect of this town, and brother to the young gentleman of the same name who has been for some time enjoying the hospitalities of the Castle, left here on Friday morning for Dublin in charge of a constable. So sudden and unexpected (at least by his friends) was the departure of this young man, that nothing was heard of it until hours after the train left. At a late hour on Friday night, William Maybury, of Kent-mare, was arrested at Clonbeenen, where he has been employed by Col. Herbert as a boat-builder. He is a respectable, well-conducted person; and is for the present lodged in our Bridewell. Some commotion was caused here yesterday when it became known that an active search was being made at several respectable lodging-houses by some members of the constabulary in coloured clothes for a young man named McCarthy from Kenmare, and whose brother was just after arriving in town. Every room of each house was closely examined—cockloft, haylofts, stables, piggeries, turf-houses, and even meat tubs and water barrels were looked into—but all in vain; the fugitive was nowhere. bbox=[358, 1587, 512, 2063]
advert-heading: AGRICULTURAL ASSOCIATION. bbox=[534, 482, 670, 491]
advert-text: Nearly half the human race have taken these Pills. It has been proved in all parts of the world, that nothing has been found equal to them in cases of disorders of the liver, dyspepsia, and stomach complaints generally. They soon give a healthy tone to these organs, however much deranged, and when all other means have failed. bbox=[857, 622, 1012, 739]
advert-text: No Female, young or old, should be without this celebrated medicine. It corrects and regulates the monthly courses at all periods, acting in many cases like a charm. It is also the best and safest medicine that can be given to children of all ages, and for any complaint; consequently no family should be without it. Holloway's Pills are the best remedy known in the world for the following diseases: bbox=[857, 897, 1012, 1036]
verse: Oh, how I wish Each bottle and dish Could be washed by some Yankee machine; For 'twould save such a sight Of toil from morn to night, Just to have one that would churn, bake and clean. bbox=[212, 1125, 346, 1192]
agent-place: Waimea West bbox=[857, 2511, 914, 2521]
agent-place: Waimea Village bbox=[857, 2501, 923, 2511]
agent-row bbox=[857, 2461, 1012, 2471]
advert-text: F. STOCK takes this opportunity of thanking his friends and the public generally for the support he has received since opening the above. Being free to draw English and each description of Colonial Ale, F. STOCK will use his endeavour to sustain the high name he has acquired for these articles. Wines and Spirits of superior quality always on hand at current rates. bbox=[525, 805, 679, 932]
advert-subheading: THESE PILLS PURIFY THE BLOOD. bbox=[859, 498, 1010, 508]
advert-text: NOTICE.—Any person who may have paid Money to my late Clerk, Mr. WRIGHTSON, between the 13th of August last and this date, will confer a favor on me by informing me of the date and the amounts of such payment. B. O. HODGSON. Nelson, September 6th, 1859. bbox=[691, 1681, 845, 1777]
paragraph: A little girl assuming seriously such airs as the dusts her furniture and washes her dishes, with a significant rattle, sings the following kitchen maid's song:— bbox=[192, 1059, 347, 1123]
advert-heading: A B A R G A I N. bbox=[711, 2028, 826, 2041]
advert-text: Some of the most scientific surgeons now rely solely on the use of this wonderful ointment, when having to cope with the worst cases of sores, wounds, ulcers, glandular swellings, and tumours. Professor Holloway has dispatched to the East, large shipments of this ointment, to be used in the worst cases of wounds. It will cure any ulcer, glandular swelling, stiffness or contraction of the joints, even of twenty years' standing. bbox=[857, 1803, 1012, 1952]
advert-subheading: GENERAL DEBILITY.—ILL HEALTH. bbox=[858, 740, 1011, 749]
paragraph: From the smiles which we saw lurking in the Professor's eye, we expected some fun, and all went on deck immediately. Sure enough, over the port bow of the vessel, there were black shiny things moving on the water, which at first sight appeared like the backs of porpoises. bbox=[192, 181, 346, 277]
advert-subheading: SORE LEGS, SORE BREASTS, WOUNDS AND ULCERS. bbox=[871, 1786, 998, 1804]
advert-heading: ALBION HOTEL AND TAVERN. bbox=[537, 796, 667, 805]
advert-notice-hodgson bbox=[691, 1680, 845, 1792]
agent-place: Bridge street bbox=[857, 2371, 914, 2381]
agent-row bbox=[857, 2371, 1012, 2381]
agent-place: Spring Grove bbox=[857, 2480, 914, 2490]
agent-name: J. Winterburn. bbox=[951, 2390, 1012, 2400]
advert-text: Sold at the Establishments of Professor Holloway, 244, Strand, (near Temple Bar), London, and 80, Maiden Lane, New York; also by all respectable Druggists and Dealers in Medicines throughout the civilized world. * There is a considerable saving by taking the larger sizes. N.B.—Directions for the guidance of patients in every disorder are affixed to each pot. Sole agent for Nelson, W. WILKIE, Bridge-street. In Pots at 1s. 1½d., 2s. 9d., and 4s. 6d. bbox=[857, 2167, 1012, 2316]
agent-row bbox=[857, 2420, 1012, 2430]
advert-to-let-cottages bbox=[691, 2208, 845, 2267]
section-title: Miscellaneous. bbox=[722, 75, 815, 91]
paragraph: 'Why, it's not fish at all,' suddenly exclaimed the captain, 'it's—' bbox=[192, 533, 346, 565]
advert-number: 284 bbox=[830, 1935, 845, 1945]
paragraph: A legacy of £500 has just been left to the Printers' Pension Society by the late Mr. G. Biggs, the original proprietor of the Family Herald. The same gentleman has also bequeathed a legacy of £100 to the Printers' Almshouse Society, and £100 to the Widow Orphan Fund. bbox=[192, 1908, 346, 2003]
advert-subheading: FEMALE COMPLAINTS. bbox=[883, 889, 986, 898]
paragraph: 'Dash my buttons! It's jolly to be a wizard!' exclaimed our merry friend as he drained his glass. bbox=[192, 862, 346, 893]
disease-list: Ague, Asthma, Bilious Complaints, Blotches on the Skin, Bowel Complaints, Colics, Constipation of the Bowels, Consumption, Debility, Dropsy, Dysentery, Erysipelas, Female Irregularities, Fevers of all kinds, Fits, Gout, Head-ache, Indigestion, Inflammation, Jaundice, Liver Complaints, Lumbago, Piles, Rheumatism, Retention of Urine, Scrofula, or King's Evil, Sore Throats, Stone and Gravel, Secondary Symptoms, Tic-Douloureux, Tumours, Ulcers, Venereal Affections, Worms of all kinds, Weakness from whatever cause, &c., &c. bbox=[857, 1037, 1012, 1190]
advert-eddlesten bbox=[525, 1330, 679, 1486]
paragraph: I am a digger at the Turon. This month last year I was a passenger in the ship which brought Professor Anderson from England to Madeira. We came out together on board the Monsoon, and we landed at Sandridge at the same time. One had better luck than the other. He is coming to Bathurst to play, and I am staying at the Turon to dig. bbox=[24, 120, 179, 237]
